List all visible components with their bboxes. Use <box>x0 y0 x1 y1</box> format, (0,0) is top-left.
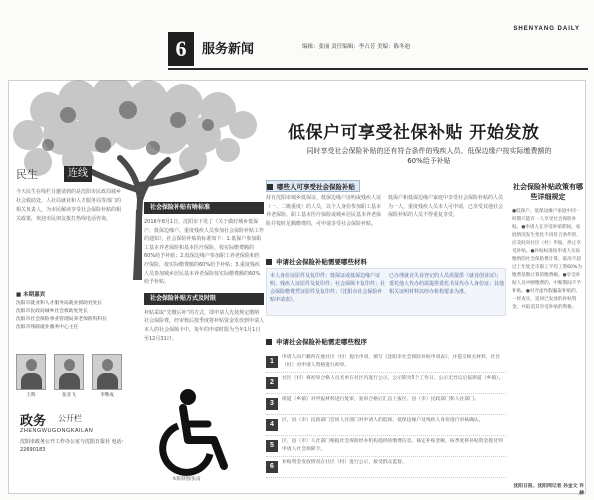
section-title: 服务新闻 <box>202 42 255 57</box>
gov-affairs-info: 沈阳市政务公开工作办公室与沈阳日报社 电话：22690183 <box>20 439 127 453</box>
illustration-credit: 本版制图/张南 <box>172 477 201 482</box>
guests-title: ■ 本期嘉宾 <box>16 292 46 298</box>
column-lead: 今天民生在线栏目邀请到的是沈阳市民政局城乡社会救助处、人社局就业和人才服务局等部门的相关负责人，为市民解读享受社会保险补贴的相关政策，欢迎市民朋友拨打热线电话咨询。 <box>16 189 122 222</box>
guest-item: 沈阳市就业和人才服务局就业援助处处长 <box>16 301 103 306</box>
headline: 低保户可享受社保补贴 开始发放 <box>288 123 540 143</box>
guest-item: 沈阳市社会保险事业管理局养老保险科科长 <box>16 317 108 322</box>
materials-right: 已办理就业失业登记的人员需提供《就业创业证》；委托他人代办的需提供委托书及代办人身份证；其他相关证明材料以经办机构要求为准。 <box>389 273 505 295</box>
subheadline: 同时享受社会保险补贴的还有符合条件的残疾人员、低保边缘户按实际缴费额的60%给予补贴 <box>306 147 552 165</box>
guest-photo-name: 李继成 <box>100 393 114 398</box>
guests-title-text: 本期嘉宾 <box>23 292 46 298</box>
step-number: 6 <box>266 461 278 473</box>
step-number: 3 <box>266 398 278 410</box>
step-number: 1 <box>266 356 278 368</box>
step-text: 申请人向户籍所在地社区（村）提出申请，填写《沈阳市社会保险补贴申请表》，并提交相关材料，社区（村）对申请人资格进行初审。 <box>282 355 501 368</box>
column-logo <box>16 166 126 186</box>
step-text: 街道（乡镇）对申报材料进行复审，复审合格后汇总上报区、县（市）民政部门和人社部门。 <box>282 397 479 402</box>
policy-details-text: ●低保户、低保边缘户家庭中同一时期只能有一人享受社会保险补贴。●申请人在享受补贴期间，家庭情况发生变化不再符合条件的，应及时向社区（村）申报，停止享受补贴。●补贴标准按申请人实际缴纳的社会保险费计算，最高不超过上年度全市职工平均工资60%为缴费基数计算的缴费额。●享受补贴人员中断缴费的，中断期间不予补贴。●对弄虚作假骗取补贴的，一经查实，追回已发放的补贴资金，并取消其享受补贴的资格。 <box>512 209 582 310</box>
guest-photo <box>92 354 122 390</box>
editors-credit: 编辑：张丽 责任编辑：李占芳 美编：陈冬迪 <box>302 44 410 50</box>
standards-text: 2016年8月1日，沈阳市下发了《关于做好城乡低保户、低保边缘户、重度残疾人员参加社会保险补贴工作的通知》，社会保险补贴的标准如下：1.低保户参加职工基本养老保险和基本医疗保险，按实际缴费额的60%给予补贴；2.低保边缘户参加职工养老保险和医疗保险，按实际缴费额的60%给予补贴；3.重度残疾人员参加城乡居民基本养老保险按实际缴费额的60%给予补贴。 <box>144 219 265 286</box>
paper-name: SHENYANG DAILY <box>513 26 580 32</box>
procedure-steps <box>266 352 506 478</box>
reporter-byline: 沈阳日报、沈阳网记者 孙金文 许赫 <box>513 484 584 496</box>
header-rule <box>168 68 588 70</box>
materials-heading-text: 申请社会保险补贴需要哪些材料 <box>276 258 367 266</box>
step-number: 5 <box>266 440 278 452</box>
page-header <box>8 20 586 74</box>
procedure-heading <box>266 336 367 348</box>
procedure-step <box>266 394 506 415</box>
guest-photo <box>54 354 84 390</box>
standards-column <box>144 202 264 343</box>
who-text-left: 持有沈阳市城乡低保证、低保边缘户证明或残疾人证（一、二级重度）的人员，以个人身份参加职工基本养老保险、职工基本医疗保险或城乡居民基本养老保险并按时足额缴费的，可申请享受社会保险补贴。 <box>266 195 382 227</box>
procedure-step <box>266 457 506 478</box>
policy-details-column <box>512 182 584 312</box>
guest-item: 沈阳市民政局城乡社会救助处处长 <box>16 309 88 314</box>
step-text: 区、县（市）民政部门会同人社部门对申请人的低保、低保边缘户及残疾人身份进行审核确认。 <box>282 418 484 423</box>
procedure-step <box>266 415 506 436</box>
guest-item: 沈阳市残联就业服务中心主任 <box>16 325 79 330</box>
guest-photo-name: 王辉 <box>26 393 36 398</box>
wheelchair-icon <box>158 388 238 478</box>
who-heading-text: 哪些人可享受社会保险补贴 <box>277 183 355 191</box>
step-text: 补贴资金发放情况在社区（村）进行公示，接受群众监督。 <box>282 460 407 465</box>
guest-list <box>16 300 124 332</box>
procedure-heading-text: 申请社会保险补贴需走哪些程序 <box>276 338 367 346</box>
materials-left: 本人身份证原件及复印件；低保证或低保边缘户证明、残疾人证原件及复印件；社会保障卡复印件；社会保险缴费凭证原件及复印件；《沈阳市社会保险补贴申请表》。 <box>270 273 386 303</box>
materials-box <box>266 268 506 316</box>
step-text: 区、县（市）人社部门根据社会保险经办机构提供的缴费信息，核定补贴金额，按季度将补贴资金拨付到申请人社会保障卡。 <box>282 439 503 452</box>
materials-heading <box>266 256 367 268</box>
step-text: 社区（村）将初审合格人员名单在社区内进行公示，公示期为5个工作日，公示无异议后报街道（乡镇）。 <box>282 376 504 381</box>
guest-photos <box>16 354 126 400</box>
guest-photo <box>16 354 46 390</box>
method-heading: 社会保险补贴方式及时限 <box>144 293 264 305</box>
gov-affairs-title: 政务 <box>20 414 47 429</box>
who-text-right: 低保户和低保边缘户家庭中享受社会保险补贴的人员为一人，重度残疾人员本人可申请，已享受其他社会保险补贴的人员不得重复享受。 <box>388 195 504 219</box>
step-number: 4 <box>266 419 278 431</box>
page-number: 6 <box>168 32 194 66</box>
method-text: 补贴采取“先缴后补”的方式，即申请人先按规定缴纳社会保险费，经审核后按季度将补贴资金发放到申请人本人的社会保障卡中。每年的申请时限为当年1月1日至12月31日。 <box>144 309 265 342</box>
column-name-right: 连线 <box>64 166 92 182</box>
column-name-left: 民生 <box>16 168 38 181</box>
gov-affairs-column <box>16 410 128 482</box>
gov-affairs-pinyin: ZHENGWUGONGKAILAN <box>20 428 94 434</box>
standards-heading: 社会保险补贴有啥标准 <box>144 202 264 214</box>
gov-affairs-subtitle: 公开栏 <box>58 414 82 423</box>
policy-details-heading: 社会保险补贴政策有哪些详细规定 <box>513 183 583 201</box>
procedure-step <box>266 436 506 457</box>
who-heading <box>266 180 360 192</box>
procedure-step <box>266 352 506 373</box>
guest-photo-name: 张亚飞 <box>62 393 76 398</box>
step-number: 2 <box>266 377 278 389</box>
procedure-step <box>266 373 506 394</box>
